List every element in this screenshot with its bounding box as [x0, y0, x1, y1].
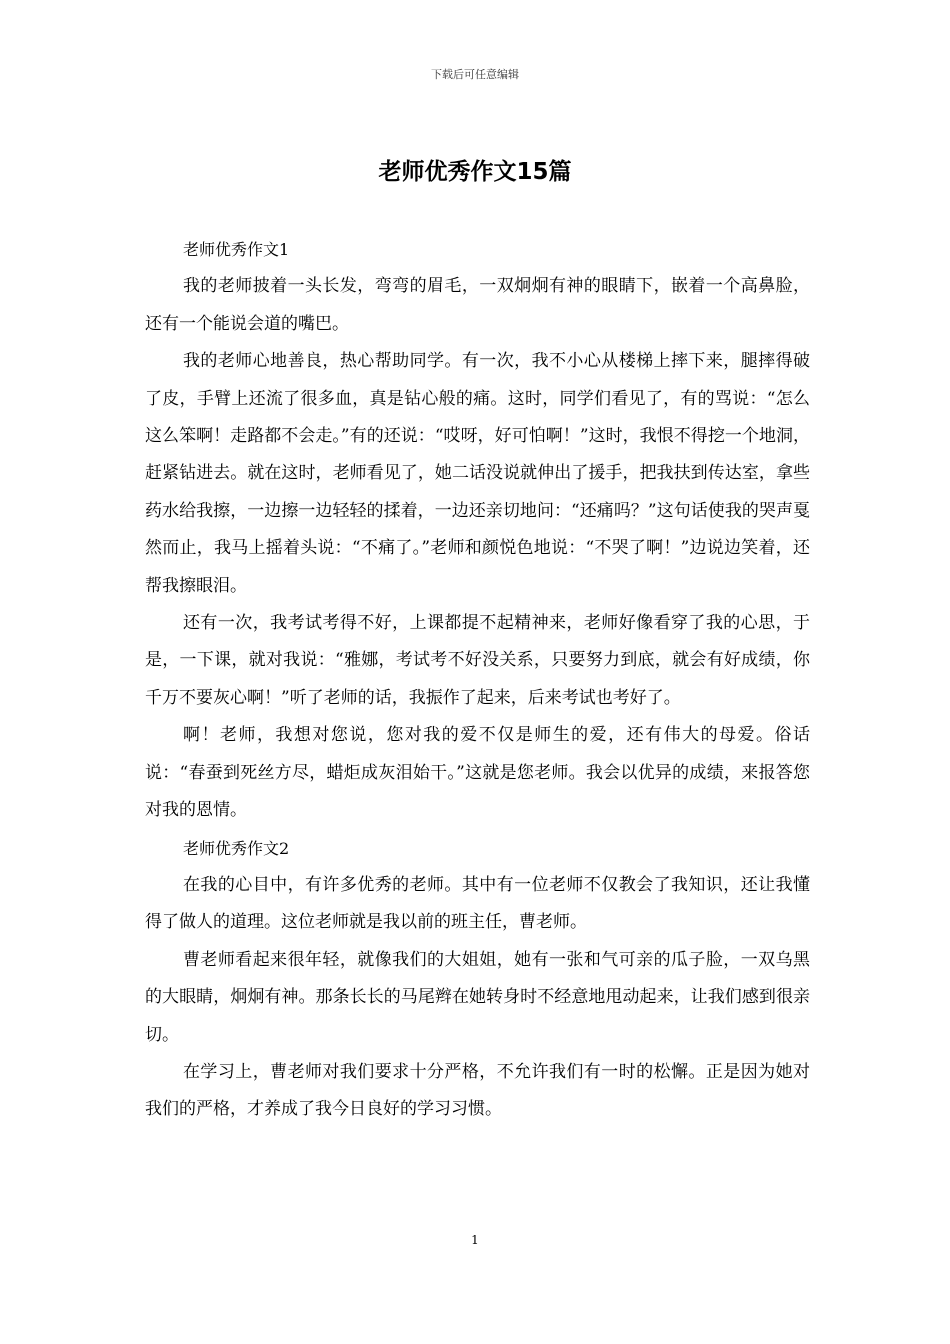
header-note: 下载后可任意编辑: [431, 68, 519, 81]
body-paragraph: 在我的心目中，有许多优秀的老师。其中有一位老师不仅教会了我知识，还让我懂得了做人的道理。这位老师就是我以前的班主任，曹老师。: [145, 874, 810, 933]
document-title: 老师优秀作文15篇: [378, 159, 572, 185]
body-paragraph: 我的老师披着一头长发，弯弯的眉毛，一双炯炯有神的眼睛下，嵌着一个高鼻脸，还有一个能说会道的嘴巴。: [145, 276, 810, 334]
body-paragraph: 我的老师心地善良，热心帮助同学。有一次，我不小心从楼梯上摔下来，腿摔得破了皮，手臂上还流了很多血，真是钻心般的痛。这时，同学们看见了，有的骂说：“怎么这么笨啊！走路都不会走。”有的还说：“哎呀，好可怕啊！”这时，我恨不得挖一个地洞，赶紧钻进去。就在这时，老师看见了，她二话没说就伸出了援手，把我扶到传达室，拿些药水给我擦，一边擦一边轻轻的揉着，一边还亲切地问：“还痛吗？”这句话使我的哭声戛然而止，我马上摇着头说：“不痛了。”老师和颜悦色地说：“不哭了啊！”边说边笑着，还帮我擦眼泪。: [145, 351, 810, 596]
section-heading-1: 老师优秀作文1: [183, 240, 290, 259]
body-paragraph: 啊！老师，我想对您说，您对我的爱不仅是师生的爱，还有伟大的母爱。俗话说：“春蚕到死丝方尽，蜡炬成灰泪始干。”这就是您老师。我会以优异的成绩，来报答您对我的恩情。: [145, 725, 810, 821]
page-number: 1: [471, 1233, 479, 1247]
body-paragraph: 曹老师看起来很年轻，就像我们的大姐姐，她有一张和气可亲的瓜子脸，一双乌黑的大眼睛，炯炯有神。那条长长的马尾辫在她转身时不经意地甩动起来，让我们感到很亲切。: [145, 949, 810, 1045]
body-paragraph: 在学习上，曹老师对我们要求十分严格，不允许我们有一时的松懈。正是因为她对我们的严格，才养成了我今日良好的学习习惯。: [145, 1061, 810, 1120]
section-heading-2: 老师优秀作文2: [183, 838, 290, 858]
body-paragraph: 还有一次，我考试考得不好，上课都提不起精神来，老师好像看穿了我的心思，于是，一下课，就对我说：“雅娜，考试考不好没关系，只要努力到底，就会有好成绩，你千万不要灰心啊！”听了老师的话，我振作了起来，后来考试也考好了。: [145, 613, 810, 708]
document-body: [145, 231, 810, 1129]
